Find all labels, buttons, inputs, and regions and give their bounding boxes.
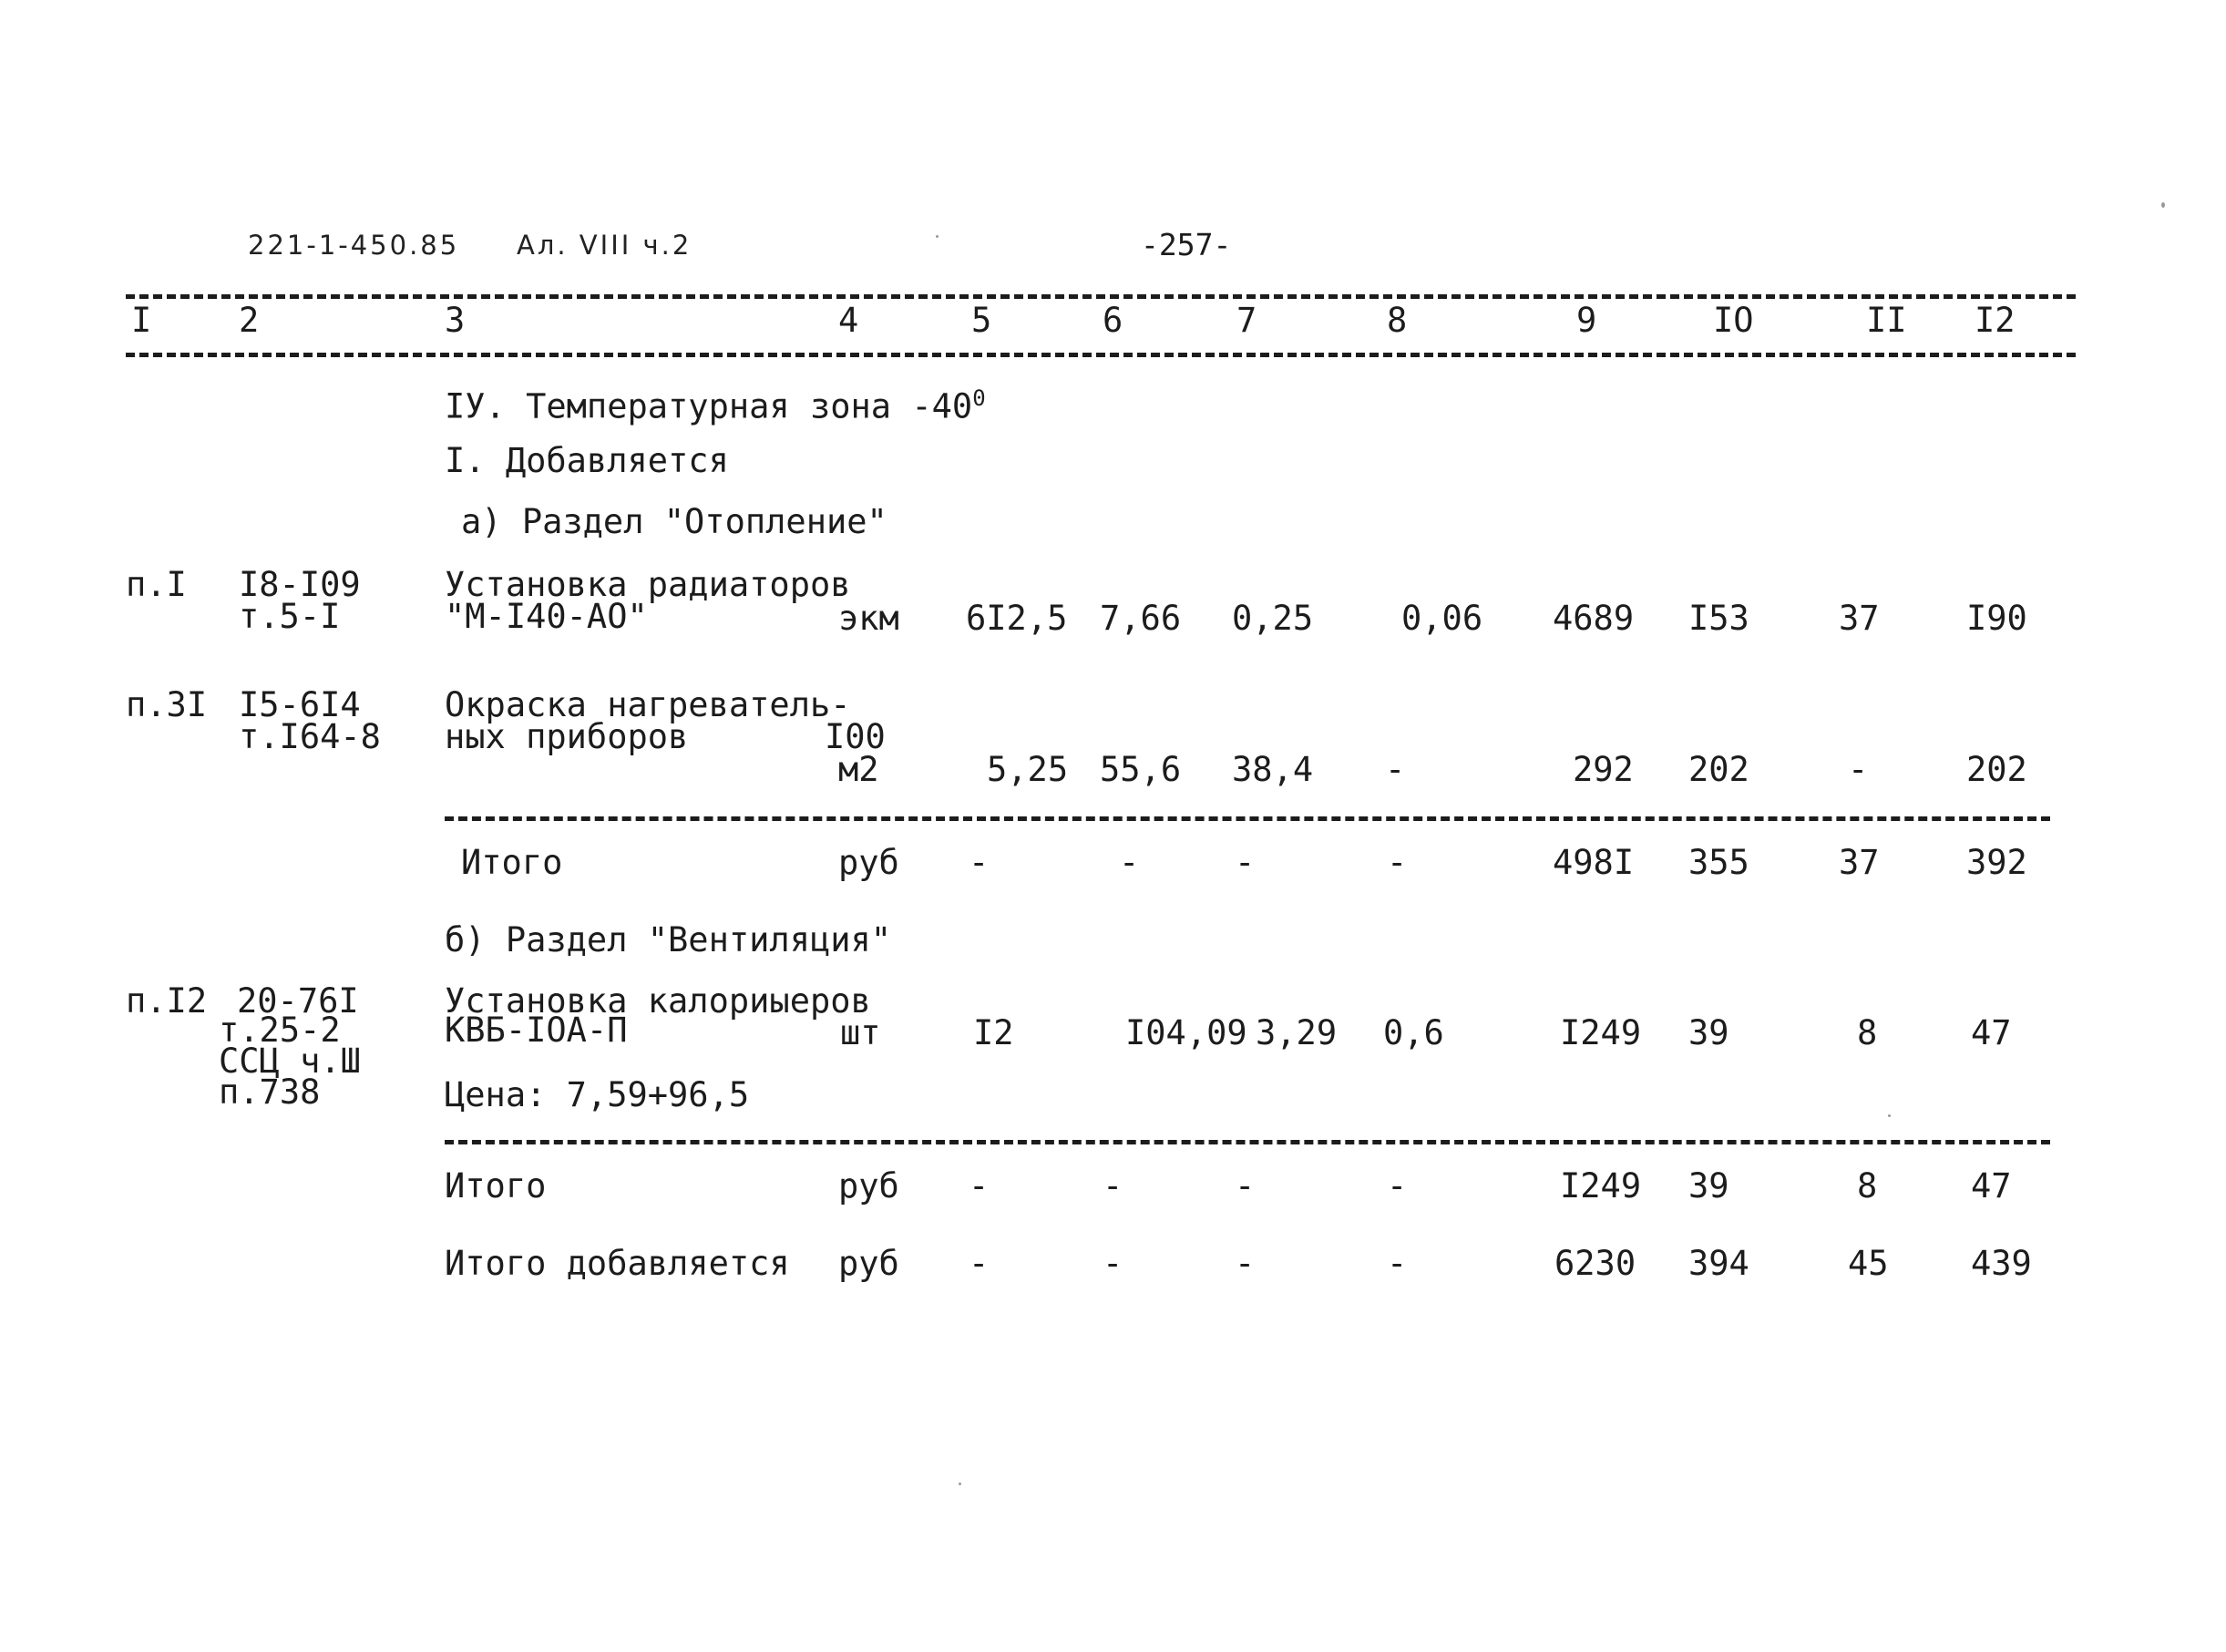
grand-total-label: Итого добавляется (445, 1244, 790, 1283)
ventilation-section-heading: б) Раздел "Вентиляция" (445, 920, 892, 959)
subtotal-col9: I249 (1560, 1166, 1642, 1206)
subtotal-col12: 392 (1966, 843, 2027, 882)
row-unit-line1: I00 (825, 717, 886, 756)
added-heading: I. Добавляется (445, 441, 729, 480)
column-header-4: 4 (838, 301, 859, 340)
column-header-5: 5 (971, 301, 992, 340)
row-col12: I90 (1966, 599, 2027, 638)
row-col10: 39 (1688, 1013, 1729, 1052)
row-col5: 6I2,5 (966, 599, 1068, 638)
subtotal-col7: - (1235, 1166, 1256, 1206)
row-col8: - (1385, 750, 1406, 789)
grand-total-col8: - (1387, 1244, 1408, 1283)
row-col5: I2 (973, 1013, 1014, 1052)
row-description-line2: КВБ-IОА-П (445, 1011, 628, 1050)
row-unit: экм (838, 599, 899, 638)
column-header-10: IO (1713, 301, 1754, 340)
page-number: -257- (1141, 227, 1232, 262)
row-col9: I249 (1560, 1013, 1642, 1052)
grand-total-col10: 394 (1688, 1244, 1749, 1283)
subtotal-unit: руб (838, 843, 899, 882)
scan-speck (959, 1483, 961, 1485)
subtotal-col8: - (1387, 1166, 1408, 1206)
row-price-note: Цена: 7,59+96,5 (445, 1075, 750, 1114)
grand-total-col9: 6230 (1554, 1244, 1636, 1283)
grand-total-col11: 45 (1848, 1244, 1889, 1283)
subtotal-col10: 39 (1688, 1166, 1729, 1206)
row-norm-code: I5-6I4 (239, 685, 361, 724)
subtotal-col11: 37 (1839, 843, 1880, 882)
subtotal-col12: 47 (1971, 1166, 2012, 1206)
subtotal-label: Итого (445, 1166, 547, 1206)
row-norm-item: п.738 (219, 1072, 321, 1112)
row-col5: 5,25 (987, 750, 1069, 789)
row-norm-code: I8-I09 (239, 565, 361, 604)
column-header-12: I2 (1975, 301, 2016, 340)
subtotal-col10: 355 (1688, 843, 1749, 882)
row-col11: 37 (1839, 599, 1880, 638)
subtotal-col7: - (1235, 843, 1256, 882)
subtotal-rule (445, 816, 2050, 821)
grand-total-col7: - (1235, 1244, 1256, 1283)
subtotal-col9: 498I (1553, 843, 1635, 882)
subtotal-col5: - (969, 1166, 990, 1206)
document-code: 221-1-450.85 (248, 230, 460, 261)
temperature-zone-text: IУ. Температурная зона -40 (445, 386, 973, 426)
scan-speck (936, 235, 939, 238)
row-col7: 3,29 (1256, 1013, 1338, 1052)
row-col12: 47 (1971, 1013, 2012, 1052)
subtotal-rule (445, 1140, 2050, 1144)
row-unit-line2: м2 (838, 750, 879, 789)
grand-total-col6: - (1103, 1244, 1123, 1283)
row-col6: 7,66 (1100, 599, 1182, 638)
column-header-2: 2 (239, 301, 260, 340)
grand-total-col5: - (969, 1244, 990, 1283)
row-col9: 292 (1573, 750, 1634, 789)
row-col7: 38,4 (1232, 750, 1314, 789)
row-col8: 0,06 (1401, 599, 1483, 638)
row-unit: шт (840, 1013, 881, 1052)
scan-speck (1888, 1114, 1891, 1117)
row-col10: I53 (1688, 599, 1749, 638)
degree-mark: 0 (972, 385, 986, 411)
subtotal-unit: руб (838, 1166, 899, 1206)
column-header-7: 7 (1236, 301, 1257, 340)
header-bottom-rule (126, 353, 2076, 357)
temperature-zone-heading (445, 381, 986, 424)
row-item-number: п.I2 (126, 981, 208, 1021)
grand-total-col12: 439 (1971, 1244, 2032, 1283)
subtotal-col6: - (1103, 1166, 1123, 1206)
row-col8: 0,6 (1383, 1013, 1444, 1052)
column-header-1: I (131, 301, 152, 340)
subtotal-col6: - (1119, 843, 1140, 882)
subtotal-col11: 8 (1857, 1166, 1878, 1206)
column-header-9: 9 (1576, 301, 1597, 340)
album-reference: Ал. VIII ч.2 (517, 230, 692, 261)
row-col10: 202 (1688, 750, 1749, 789)
column-header-11: II (1866, 301, 1907, 340)
column-header-3: 3 (445, 301, 466, 340)
row-col9: 4689 (1553, 599, 1635, 638)
row-col11: - (1848, 750, 1869, 789)
row-norm-code: 20-76I (237, 981, 359, 1021)
row-col6: 55,6 (1100, 750, 1182, 789)
row-description-line2: ных приборов (445, 717, 689, 756)
row-description-line1: Окраска нагреватель- (445, 685, 851, 724)
grand-total-unit: руб (838, 1244, 899, 1283)
row-norm-source: ССЦ ч.Ш (219, 1041, 361, 1081)
row-description-line1: Установка радиаторов (445, 565, 851, 604)
heating-section-heading: а) Раздел "Отопление" (461, 502, 887, 541)
scan-speck (2161, 202, 2165, 208)
row-col7: 0,25 (1232, 599, 1314, 638)
row-norm-table: т.I64-8 (239, 717, 381, 756)
row-col12: 202 (1966, 750, 2027, 789)
row-description-line2: "М-I40-АО" (445, 597, 648, 636)
row-col11: 8 (1857, 1013, 1878, 1052)
subtotal-col5: - (969, 843, 990, 882)
column-header-6: 6 (1103, 301, 1123, 340)
subtotal-col8: - (1387, 843, 1408, 882)
row-norm-table: т.5-I (239, 597, 341, 636)
row-item-number: п.I (126, 565, 187, 604)
row-description-line1: Установка калориыеров (445, 981, 871, 1021)
column-header-8: 8 (1387, 301, 1408, 340)
row-item-number: п.3I (126, 685, 208, 724)
subtotal-label: Итого (461, 843, 563, 882)
header-top-rule (126, 294, 2076, 299)
row-col6: I04,09 (1125, 1013, 1247, 1052)
row-norm-table: т.25-2 (219, 1011, 341, 1050)
